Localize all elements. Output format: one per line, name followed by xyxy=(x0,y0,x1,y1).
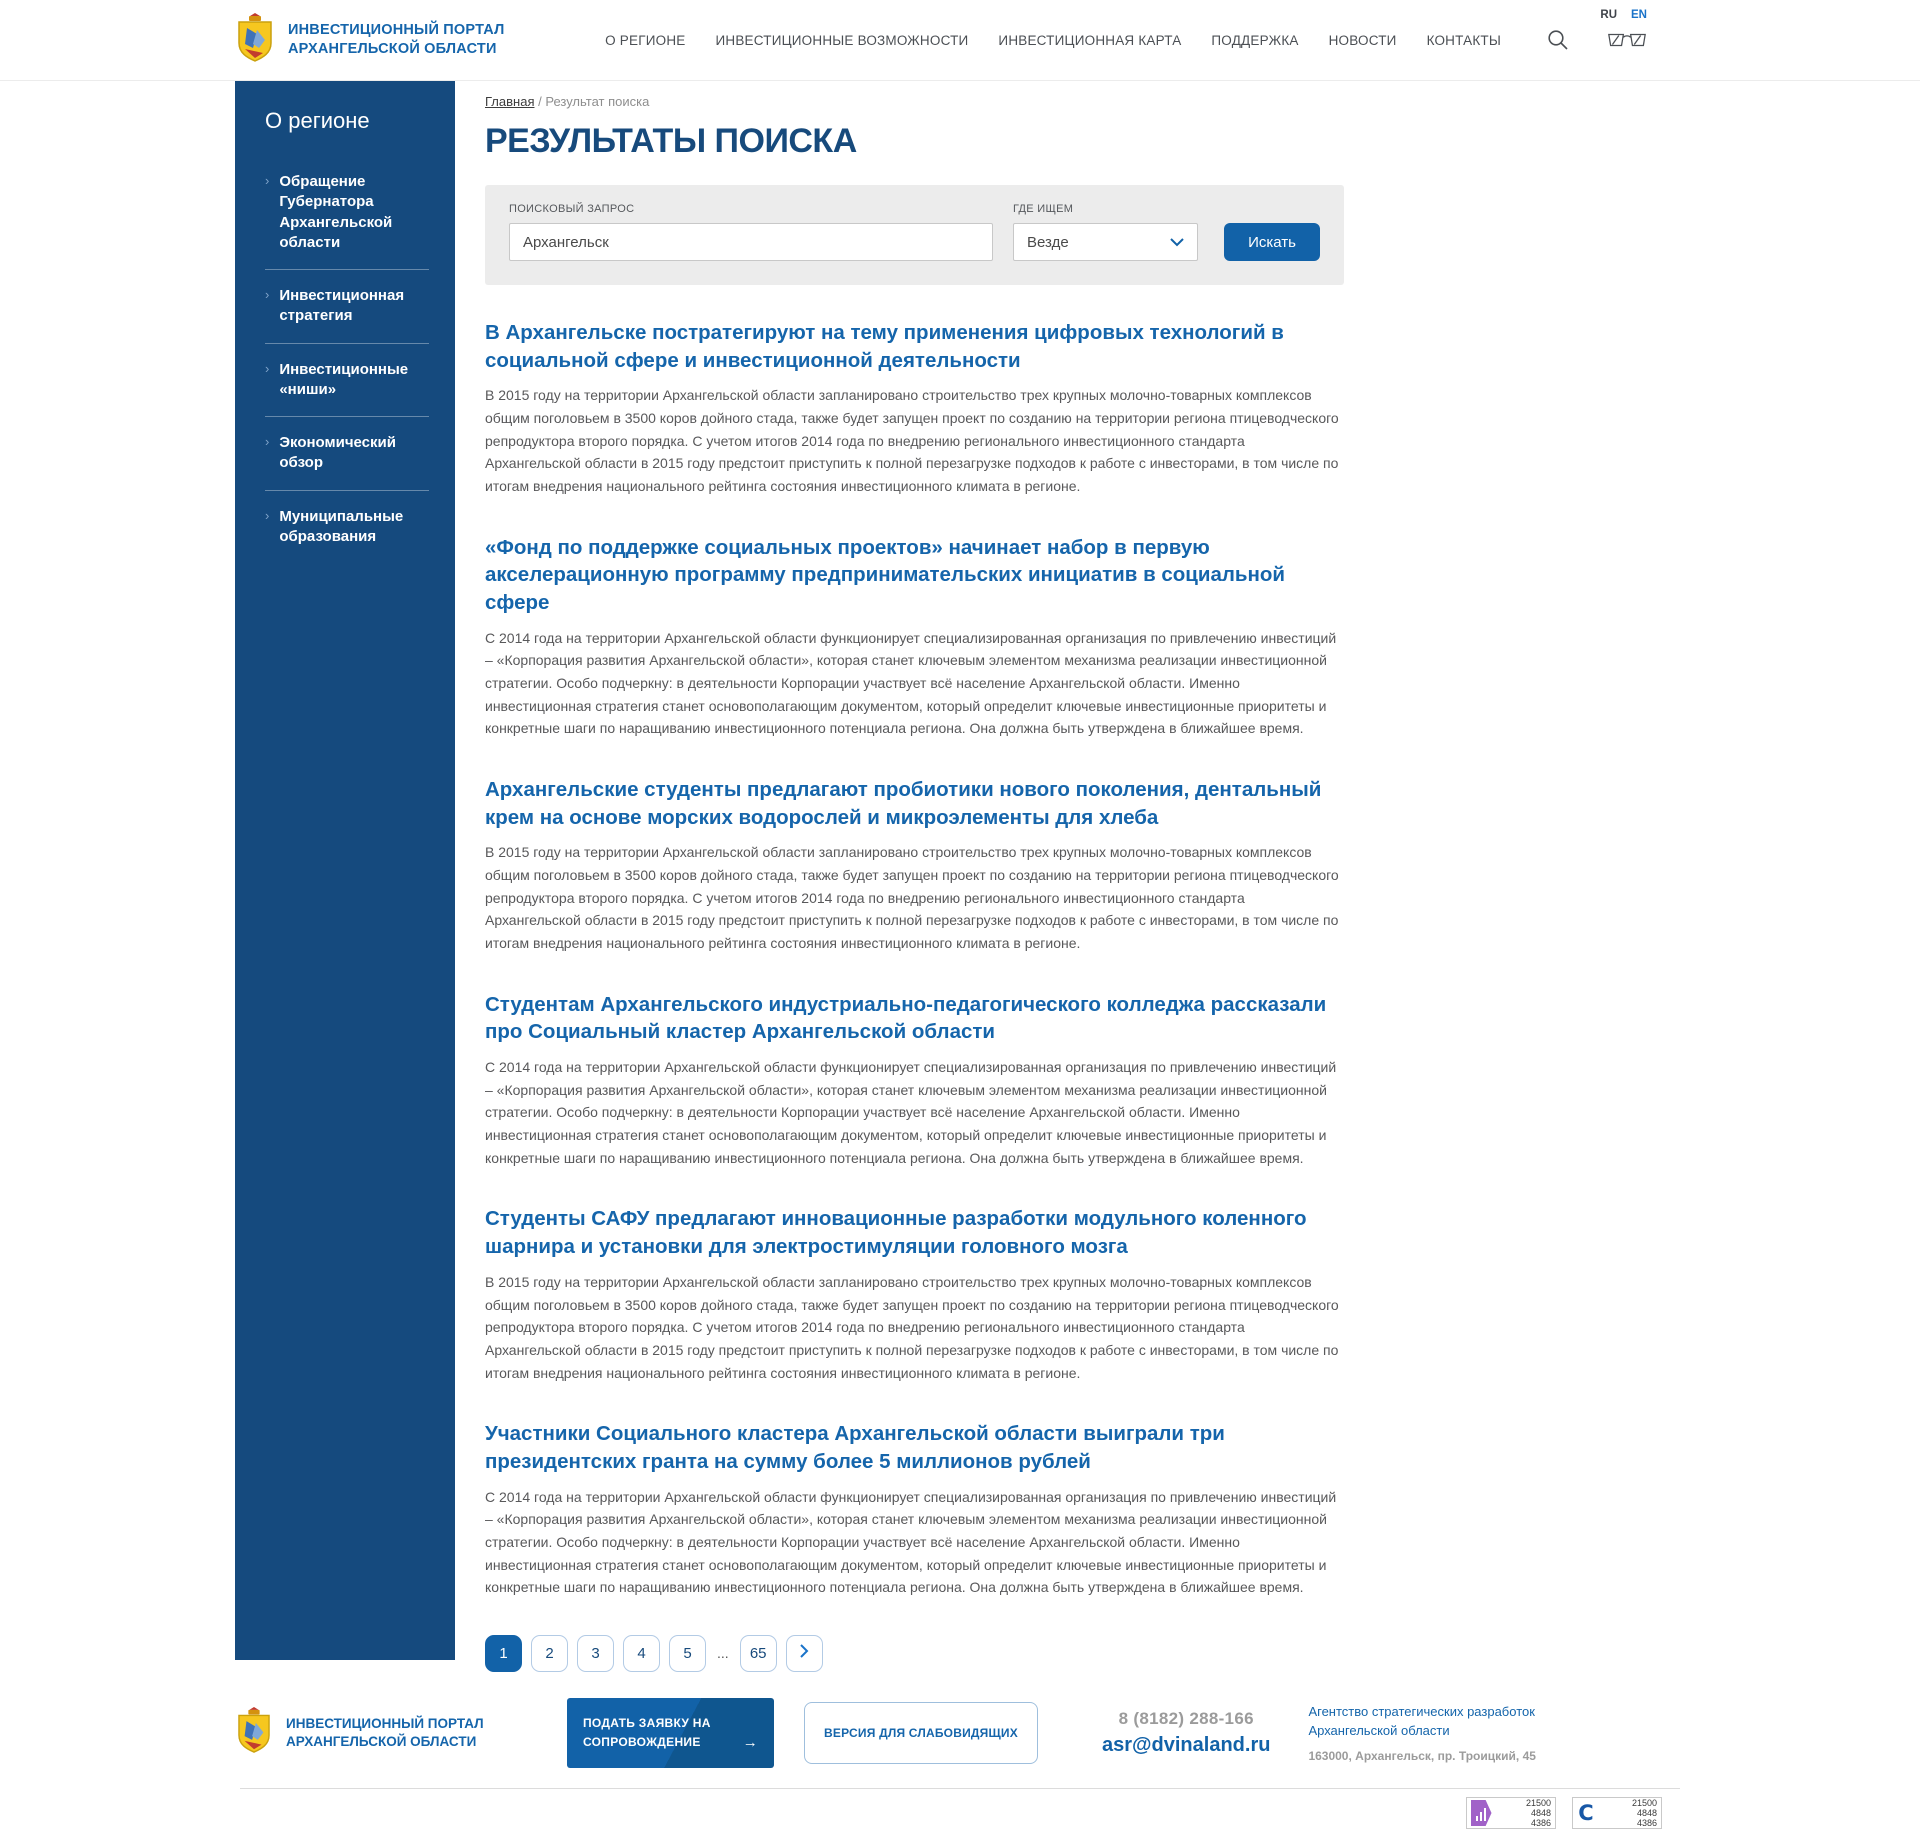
chevron-right-icon xyxy=(800,1644,809,1662)
result-title-link[interactable]: Студентам Архангельского индустриально-педагогического колледжа рассказали про Социальный кластер Архангельской области xyxy=(485,992,1327,1044)
search-result xyxy=(485,991,1344,1170)
search-result xyxy=(485,1205,1344,1384)
footer-logo[interactable] xyxy=(235,1707,567,1759)
accessibility-version-button[interactable]: ВЕРСИЯ ДЛЯ СЛАБОВИДЯЩИХ xyxy=(804,1702,1038,1764)
result-snippet: В 2015 году на территории Архангельской области запланировано строительство трех крупных молочно-товарных комплексов общим поголовьем в 3500 коров дойного стада, также будет запущен проект по созданию на территории региона птицеводческого репродуктора второго порядка. С учетом итогов 2014 года по внедрению регионального инвестиционного стандарта Архангельской области в 2015 году предстоит приступить к полной перезагрузке подходов к работе с инвесторами, в том числе по итогам внедрения национального рейтинга состояния инвестиционного климата в регионе. xyxy=(485,387,1339,495)
result-snippet: С 2014 года на территории Архангельской области функционирует специализированная организация по привлечению инвестиций – «Корпорация развития Архангельской области», которая станет ключевым элементом механизма реализации инвестиционной стратегии. Особо подчеркну: в деятельности Корпорации участвует всё население Архангельской области. Именно инвестиционная стратегия станет основополагающим документом, который определит ключевые инвестиционные приоритеты и конкретные шаги по наращиванию инвестиционного потенциала региона. Она должна быть утверждена в ближайшее время. xyxy=(485,1488,1337,1596)
chevron-down-icon xyxy=(1170,234,1184,251)
search-result xyxy=(485,319,1344,498)
site-footer xyxy=(235,1698,1685,1768)
chevron-right-icon: › xyxy=(265,360,270,376)
page-button-2[interactable]: 2 xyxy=(531,1635,568,1672)
search-panel xyxy=(485,185,1344,285)
arrow-right-icon: → xyxy=(742,1734,758,1751)
metrika-counter-badge[interactable] xyxy=(1466,1797,1556,1829)
result-snippet: В 2015 году на территории Архангельской области запланировано строительство трех крупных молочно-товарных комплексов общим поголовьем в 3500 коров дойного стада, также будет запущен проект по созданию на территории региона птицеводческого репродуктора второго порядка. С учетом итогов 2014 года по внедрению регионального инвестиционного стандарта Архангельской области в 2015 году предстоит приступить к полной перезагрузке подходов к работе с инвесторами, в том числе по итогам внедрения национального рейтинга состояния инвестиционного климата в регионе. xyxy=(485,844,1339,952)
sidebar-menu xyxy=(265,156,429,563)
coat-of-arms-icon xyxy=(235,1707,273,1759)
page-button-65[interactable]: 65 xyxy=(740,1635,777,1672)
pagination xyxy=(485,1635,1344,1672)
page-title: РЕЗУЛЬТАТЫ ПОИСКА xyxy=(485,122,857,160)
result-title-link[interactable]: В Архангельске постратегируют на тему применения цифровых технологий в социальной сфере и инвестиционной деятельности xyxy=(485,321,1284,372)
accessibility-glasses-icon[interactable] xyxy=(1607,31,1647,49)
sidebar-item-investment-niches[interactable]: › Инвестиционные «ниши» xyxy=(265,343,429,417)
email-link[interactable]: asr@dvinaland.ru xyxy=(1102,1734,1271,1756)
breadcrumb-current: Результат поиска xyxy=(545,94,650,109)
search-result xyxy=(485,1420,1344,1599)
nav-item-contacts[interactable]: КОНТАКТЫ xyxy=(1426,32,1501,48)
breadcrumb xyxy=(485,94,1344,109)
pagination-next-button[interactable] xyxy=(786,1635,823,1672)
sidebar-item-economic-review[interactable]: › Экономический обзор xyxy=(265,416,429,490)
nav-item-map[interactable]: ИНВЕСТИЦИОННАЯ КАРТА xyxy=(998,32,1182,48)
chevron-right-icon: › xyxy=(265,173,270,188)
nav-item-news[interactable]: НОВОСТИ xyxy=(1328,32,1397,48)
chevron-right-icon: › xyxy=(265,287,270,302)
page-button-5[interactable]: 5 xyxy=(669,1635,706,1672)
agency-name: Агентство стратегических разработок Архангельской области xyxy=(1308,1703,1535,1738)
sidebar-item-municipalities[interactable]: › Муниципальные образования xyxy=(265,490,429,564)
sputnik-counter-values: 21500 4848 4386 xyxy=(1631,1798,1657,1828)
phone-number: 8 (8182) 288-166 xyxy=(1118,1709,1254,1728)
nav-item-region[interactable]: О РЕГИОНЕ xyxy=(605,32,686,48)
agency-address: 163000, Архангельск, пр. Троицкий, 45 xyxy=(1308,1749,1536,1764)
nav-item-opportunities[interactable]: ИНВЕСТИЦИОННЫЕ ВОЗМОЖНОСТИ xyxy=(715,32,969,48)
main-content xyxy=(485,94,1344,1672)
site-logo[interactable] xyxy=(235,13,565,68)
search-scope-label: ГДЕ ИЩЕМ xyxy=(1013,203,1074,215)
result-title-link[interactable]: «Фонд по поддержке социальных проектов» начинает набор в первую акселерационную программу предпринимательских инициатив в социальной сфере xyxy=(485,535,1286,615)
footer-contacts xyxy=(1102,1709,1270,1757)
search-query-label: ПОИСКОВЫЙ ЗАПРОС xyxy=(509,203,635,215)
search-results-list xyxy=(485,319,1344,1599)
result-title-link[interactable]: Студенты САФУ предлагают инновационные разработки модульного коленного шарнира и установки для электростимуляции головного мозга xyxy=(485,1207,1307,1259)
breadcrumb-separator: / xyxy=(538,94,542,109)
lang-en[interactable]: EN xyxy=(1631,9,1647,21)
page-button-1[interactable]: 1 xyxy=(485,1635,522,1672)
metrika-counter-values: 21500 4848 4386 xyxy=(1525,1798,1551,1828)
nav-item-support[interactable]: ПОДДЕРЖКА xyxy=(1211,32,1299,48)
metrika-icon xyxy=(1467,1800,1493,1826)
breadcrumb-home-link[interactable]: Главная xyxy=(485,94,535,109)
language-switcher xyxy=(1600,9,1647,21)
search-icon[interactable] xyxy=(1547,29,1569,51)
result-snippet: С 2014 года на территории Архангельской области функционирует специализированная организация по привлечению инвестиций – «Корпорация развития Архангельской области», которая станет ключевым элементом механизма реализации инвестиционной стратегии. Особо подчеркну: в деятельности Корпорации участвует всё население Архангельской области. Именно инвестиционная стратегия станет основополагающим документом, который определит ключевые инвестиционные приоритеты и конкретные шаги по наращиванию инвестиционного потенциала региона. Она должна быть утверждена в ближайшее время. xyxy=(485,629,1337,737)
coat-of-arms-icon xyxy=(235,13,275,68)
apply-support-button[interactable]: ПОДАТЬ ЗАЯВКУ НА СОПРОВОЖДЕНИЕ → xyxy=(567,1698,774,1768)
sputnik-counter-badge[interactable] xyxy=(1572,1797,1662,1829)
search-submit-button[interactable]: Искать xyxy=(1224,223,1320,261)
main-navigation xyxy=(605,33,1501,48)
pagination-ellipsis: ... xyxy=(717,1645,729,1662)
search-scope-select[interactable]: Везде xyxy=(1013,223,1198,261)
site-title: ИНВЕСТИЦИОННЫЙ ПОРТАЛ АРХАНГЕЛЬСКОЙ ОБЛАСТИ xyxy=(288,22,505,57)
result-snippet: В 2015 году на территории Архангельской области запланировано строительство трех крупных молочно-товарных комплексов общим поголовьем в 3500 коров дойного стада, также будет запущен проект по созданию на территории региона птицеводческого репродуктора второго порядка. С учетом итогов 2014 года по внедрению регионального инвестиционного стандарта Архангельской области в 2015 году предстоит приступить к полной перезагрузке подходов к работе с инвесторами, в том числе по итогам внедрения национального рейтинга состояния инвестиционного климата в регионе. xyxy=(485,1273,1339,1381)
chevron-right-icon: › xyxy=(265,507,270,523)
lang-ru[interactable]: RU xyxy=(1600,9,1618,21)
footer-site-title: ИНВЕСТИЦИОННЫЙ ПОРТАЛ АРХАНГЕЛЬСКОЙ ОБЛАСТИ xyxy=(286,1715,484,1749)
footer-agency-info xyxy=(1308,1703,1535,1764)
search-result xyxy=(485,776,1344,955)
result-title-link[interactable]: Архангельские студенты предлагают пробиотики нового поколения, дентальный крем на основе морских водорослей и микроэлементы для хлеба xyxy=(485,778,1322,829)
sidebar-item-investment-strategy[interactable]: › Инвестиционная стратегия xyxy=(265,269,429,343)
site-header xyxy=(0,0,1920,80)
visit-counters xyxy=(1466,1797,1662,1829)
result-snippet: С 2014 года на территории Архангельской области функционирует специализированная организация по привлечению инвестиций – «Корпорация развития Архангельской области», которая станет ключевым элементом механизма реализации инвестиционной стратегии. Особо подчеркну: в деятельности Корпорации участвует всё население Архангельской области. Именно инвестиционная стратегия станет основополагающим документом, который определит ключевые инвестиционные приоритеты и конкретные шаги по наращиванию инвестиционного потенциала региона. Она должна быть утверждена в ближайшее время. xyxy=(485,1059,1337,1166)
sidebar-title: О регионе xyxy=(265,108,370,133)
page-button-3[interactable]: 3 xyxy=(577,1635,614,1672)
search-result xyxy=(485,534,1344,740)
chevron-right-icon: › xyxy=(265,434,270,449)
sputnik-icon: C xyxy=(1578,1800,1594,1825)
footer-divider xyxy=(240,1788,1680,1789)
search-query-input[interactable] xyxy=(509,223,993,261)
page-button-4[interactable]: 4 xyxy=(623,1635,660,1672)
result-title-link[interactable]: Участники Социального кластера Архангельской области выиграли три президентских гранта на сумму более 5 миллионов рублей xyxy=(485,1422,1225,1473)
sidebar-item-governor-address[interactable]: › Обращение Губернатора Архангельской области xyxy=(265,156,429,269)
sidebar-about-region xyxy=(235,80,455,1660)
